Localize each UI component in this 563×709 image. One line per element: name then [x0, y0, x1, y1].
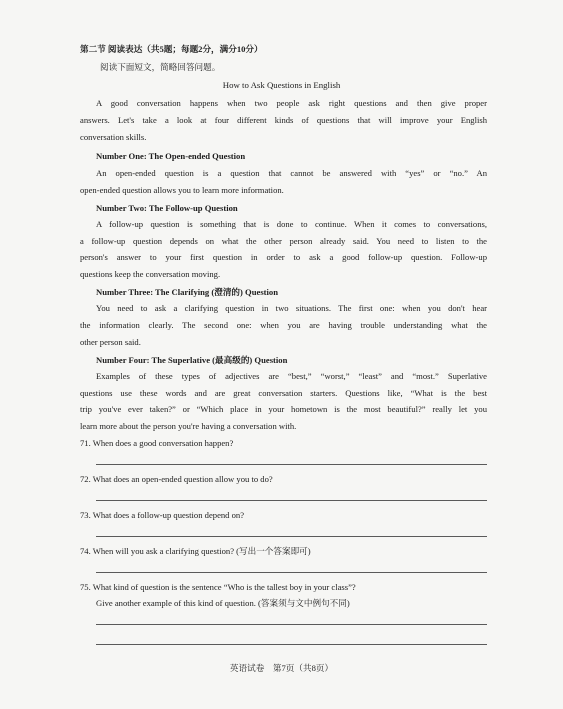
- answer-line-72[interactable]: [96, 500, 487, 501]
- section-4-line-2: questions use these words and are great conversation starters. Questions like, “What is the best: [80, 388, 487, 398]
- intro-line-2: answers. Let's take a look at four different kinds of questions that will improve your English: [80, 115, 487, 125]
- question-74: 74. When will you ask a clarifying question? (写出一个答案即可): [80, 546, 311, 556]
- question-75: 75. What kind of question is the sentence “Who is the tallest boy in your class”?: [80, 582, 356, 592]
- section-4-line-3: trip you've ever taken?” or “Which place in your hometown is the most beautiful?” really let you: [80, 404, 487, 414]
- question-71: 71. When does a good conversation happen?: [80, 438, 234, 448]
- section-instruction: 阅读下面短文，简略回答问题。: [100, 62, 221, 72]
- intro-line-3: conversation skills.: [80, 132, 147, 142]
- question-73: 73. What does a follow-up question depend on?: [80, 510, 245, 520]
- section-2-line-4: questions keep the conversation moving.: [80, 269, 221, 279]
- page-footer: 英语试卷 第7页（共8页）: [229, 663, 334, 673]
- section-2-line-1: A follow-up question is something that is done to continue. When it comes to conversations,: [96, 219, 487, 229]
- question-75-subtext: Give another example of this kind of question. (答案须与文中例句不同): [96, 598, 350, 608]
- section-2-line-3: person's answer to your first question in order to ask a good follow-up question. Follow-up: [80, 252, 487, 262]
- answer-line-74[interactable]: [96, 572, 487, 573]
- section-heading-2: Number Two: The Follow-up Question: [96, 203, 238, 213]
- section-heading-3: Number Three: The Clarifying (澄清的) Question: [96, 287, 278, 297]
- section-heading-1: Number One: The Open-ended Question: [96, 151, 246, 161]
- section-4-line-4: learn more about the person you're having a conversation with.: [80, 421, 297, 431]
- answer-line-75b[interactable]: [96, 644, 487, 645]
- section-1-line-1: An open-ended question is a question that cannot be answered with “yes” or “no.” An: [96, 168, 487, 178]
- section-3-line-1: You need to ask a clarifying question in two situations. The first one: when you don't hear: [96, 303, 487, 313]
- answer-line-73[interactable]: [96, 536, 487, 537]
- section-4-line-1: Examples of these types of adjectives are “best,” “worst,” “least” and “most.” Superlative: [96, 371, 487, 381]
- section-header: 第二节 阅读表达（共5题；每题2分，满分10分）: [80, 44, 263, 54]
- section-3-line-3: other person said.: [80, 337, 141, 347]
- answer-line-71[interactable]: [96, 464, 487, 465]
- article-title: How to Ask Questions in English: [222, 80, 341, 90]
- answer-line-75a[interactable]: [96, 624, 487, 625]
- intro-line-1: A good conversation happens when two people ask right questions and then give proper: [96, 98, 487, 108]
- section-1-line-2: open-ended question allows you to learn more information.: [80, 185, 284, 195]
- section-3-line-2: the information clearly. The second one: when you are having trouble understanding what the: [80, 320, 487, 330]
- section-2-line-2: a follow-up question depends on what the other person already said. You need to listen to the: [80, 236, 487, 246]
- section-heading-4: Number Four: The Superlative (最高级的) Question: [96, 355, 288, 365]
- question-72: 72. What does an open-ended question allow you to do?: [80, 474, 273, 484]
